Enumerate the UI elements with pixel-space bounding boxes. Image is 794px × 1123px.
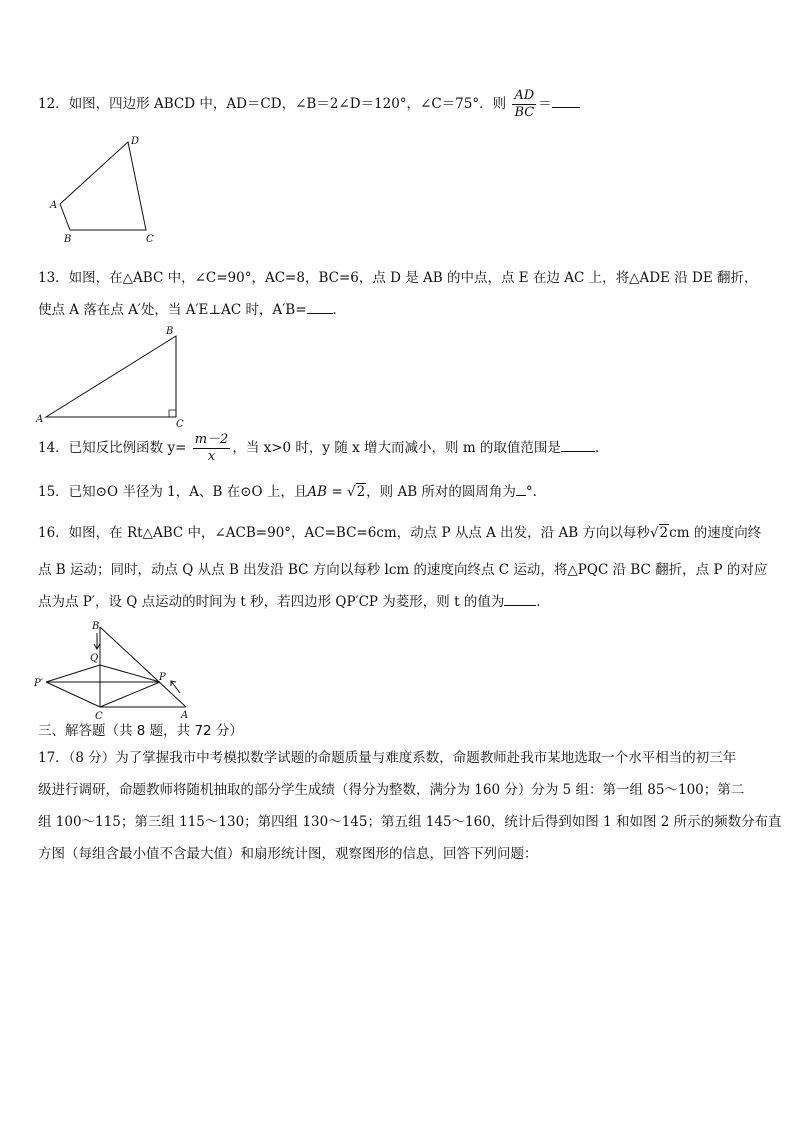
label-d: D bbox=[131, 136, 140, 147]
q16-radicand: 2 bbox=[659, 525, 669, 541]
q15-text-pre: 15．已知⊙O 半径为 1，A、B 在⊙O 上，且 bbox=[38, 484, 308, 500]
label-c: C bbox=[146, 234, 154, 245]
q16-end: ． bbox=[536, 594, 550, 610]
q16-text-post: cm 的速度向终 bbox=[669, 525, 762, 541]
q15-math: AB = bbox=[307, 484, 347, 500]
answer-blank[interactable] bbox=[504, 593, 536, 606]
q15-sqrt: √2 bbox=[346, 484, 366, 500]
q12-quadrilateral-figure bbox=[40, 132, 170, 252]
label-b: B bbox=[92, 621, 100, 632]
segment-qp2 bbox=[46, 665, 100, 682]
quadrilateral-abcd bbox=[60, 142, 146, 230]
q14-text-pre: 14．已知反比例函数 y= bbox=[38, 440, 187, 456]
q14-frac-numerator: m－2 bbox=[194, 432, 229, 447]
q12-fraction bbox=[512, 88, 536, 121]
label-b: B bbox=[166, 326, 174, 337]
question-17-line-1: 17．（8 分）为了掌握我市中考模拟数学试题的命题质量与难度系数，命题教师赴我市某地选取一个水平相当的初三年 bbox=[38, 750, 737, 766]
label-a: A bbox=[50, 200, 58, 211]
q16-rhombus-figure bbox=[34, 615, 204, 720]
q16-text-pre: 16．如图，在 Rt△ABC 中，∠ACB=90°，AC=BC=6cm，动点 P 从点 A 出发，沿 AB 方向以每秒 bbox=[38, 525, 650, 541]
q15-end: °. bbox=[525, 484, 537, 500]
segment-qp bbox=[100, 665, 160, 682]
label-q: Q bbox=[90, 653, 99, 664]
question-12 bbox=[38, 88, 580, 121]
label-c: C bbox=[95, 711, 103, 720]
q14-fraction bbox=[193, 432, 231, 465]
question-17-line-4: 方图（每组含最小值不含最大值）和扇形统计图，观察图形的信息，回答下列问题： bbox=[38, 846, 538, 862]
segment-pc bbox=[100, 682, 160, 707]
question-14 bbox=[38, 432, 608, 465]
q12-text: 12．如图，四边形 ABCD 中，AD＝CD，∠B＝2∠D＝120°，∠C＝75°．则 bbox=[38, 96, 507, 112]
answer-blank[interactable] bbox=[516, 483, 526, 496]
question-15 bbox=[38, 482, 537, 502]
label-c: C bbox=[176, 419, 184, 430]
question-17-line-3: 组 100～115；第三组 115～130；第四组 130～145；第五组 145～160，统计后得到如图 1 和如图 2 所示的频数分布直 bbox=[38, 814, 782, 830]
right-angle-mark bbox=[169, 410, 176, 417]
question-16-line-3 bbox=[38, 592, 550, 612]
q13-right-triangle-figure bbox=[34, 322, 194, 430]
segment-ab bbox=[100, 627, 186, 707]
q15-text-post: ，则 AB 所对的圆周角为 bbox=[366, 484, 516, 500]
label-p-prime: P′ bbox=[34, 678, 43, 689]
answer-blank[interactable] bbox=[561, 439, 595, 452]
answer-blank[interactable] bbox=[307, 301, 333, 314]
q16-sqrt: √2 bbox=[649, 525, 669, 541]
label-p: P bbox=[159, 672, 166, 683]
label-a: A bbox=[181, 710, 189, 720]
label-b: B bbox=[64, 234, 72, 245]
q12-equals: ＝ bbox=[538, 96, 552, 112]
label-a: A bbox=[36, 414, 44, 425]
segment-p2c bbox=[46, 682, 100, 707]
q13-end: ． bbox=[332, 302, 347, 318]
q13-text: 使点 A 落在点 A′处，当 A′E⊥AC 时，A′B= bbox=[38, 302, 307, 318]
q12-frac-numerator: AD bbox=[514, 88, 535, 103]
triangle-abc bbox=[46, 336, 176, 417]
q12-frac-denominator: BC bbox=[514, 105, 535, 120]
question-16-line-2: 点 B 运动；同时，动点 Q 从点 B 出发沿 BC 方向以每秒 lcm 的速度向终点 C 运动，将△PQC 沿 BC 翻折，点 P 的对应 bbox=[38, 562, 768, 578]
question-13-line-2 bbox=[38, 300, 346, 320]
q15-radicand: 2 bbox=[356, 484, 366, 500]
section-heading: 三、解答题（共 8 题，共 72 分） bbox=[38, 723, 243, 739]
question-17-line-2: 级进行调研，命题教师将随机抽取的部分学生成绩（得分为整数，满分为 160 分）分为 5 组：第一组 85～100；第二 bbox=[38, 782, 745, 798]
q14-text-post: ，当 x>0 时，y 随 x 增大而减小，则 m 的取值范围是 bbox=[232, 440, 561, 456]
q16-text: 点为点 P′，设 Q 点运动的时间为 t 秒，若四边形 QP′CP 为菱形，则 t 的值为 bbox=[38, 594, 505, 610]
q14-frac-denominator: x bbox=[207, 449, 216, 464]
arrow-p-direction bbox=[171, 681, 180, 693]
q14-end: ． bbox=[594, 440, 609, 456]
question-16-line-1 bbox=[38, 523, 761, 543]
question-13-line-1: 13．如图，在△ABC 中，∠C=90°，AC=8，BC=6，点 D 是 AB 的中点，点 E 在边 AC 上，将△ADE 沿 DE 翻折， bbox=[38, 270, 758, 286]
answer-blank[interactable] bbox=[552, 95, 580, 108]
